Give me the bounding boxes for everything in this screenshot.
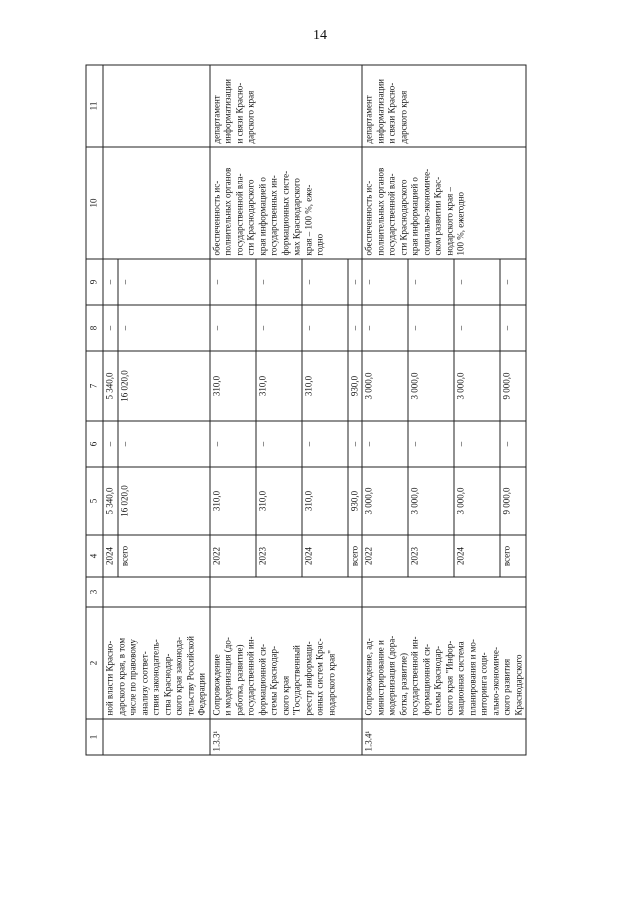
cell-regional: 930,0 (347, 351, 362, 421)
cell-year: всего (117, 535, 209, 577)
cell-total: 930,0 (347, 467, 362, 535)
cell-local: – (209, 305, 255, 351)
col-header-5: 5 (86, 467, 103, 535)
cell-regional: 3 000,0 (408, 351, 454, 421)
col-header-9: 9 (86, 259, 103, 305)
cell-federal: – (454, 421, 500, 467)
cell-year: всего (500, 535, 526, 577)
table-row (362, 65, 408, 755)
cell-local: – (500, 305, 526, 351)
cell-activity: Сопровождение, ад- министрирование и модернизация (дора- ботка, развитие) государственной ин- формационной си- стемы Краснодар- ского края "Инфор- мационная система планирования и мо- ниторинга соци- ально-экономиче- ского развития Краснодарского (362, 607, 526, 719)
program-table (85, 64, 526, 755)
cell-local: – (362, 305, 408, 351)
cell-year: 2024 (103, 535, 118, 577)
cell-total: 5 340,0 (103, 467, 118, 535)
cell-total: 3 000,0 (454, 467, 500, 535)
cell-federal: – (408, 421, 454, 467)
cell-year: 2024 (454, 535, 500, 577)
cell-extra: – (362, 259, 408, 305)
header-row (86, 65, 103, 755)
cell-local: – (301, 305, 347, 351)
table-stage (85, 65, 570, 755)
col-header-3: 3 (86, 577, 103, 607)
cell-regional: 310,0 (301, 351, 347, 421)
cell-extra: – (408, 259, 454, 305)
cell-extra: – (209, 259, 255, 305)
cell-year: 2024 (301, 535, 347, 577)
cell-regional: 3 000,0 (362, 351, 408, 421)
cell-total: 9 000,0 (500, 467, 526, 535)
cell-total: 310,0 (209, 467, 255, 535)
cell-extra: – (301, 259, 347, 305)
cell-responsible (103, 65, 210, 147)
cell-regional: 3 000,0 (454, 351, 500, 421)
cell-year: всего (347, 535, 362, 577)
table-row (209, 65, 255, 755)
col-header-11: 11 (86, 65, 103, 147)
cell-total: 16 020,0 (117, 467, 209, 535)
cell-regional: 310,0 (209, 351, 255, 421)
cell-extra: – (454, 259, 500, 305)
col-header-8: 8 (86, 305, 103, 351)
cell-result (103, 147, 210, 259)
cell-number: 1.3.4¹ (362, 719, 526, 755)
cell-regional: 9 000,0 (500, 351, 526, 421)
cell-federal: – (117, 421, 209, 467)
cell-local: – (454, 305, 500, 351)
col-header-4: 4 (86, 535, 103, 577)
cell-responsible: департамент информатизации и связи Красно- дарского края (209, 65, 362, 147)
cell-responsible: департамент информатизации и связи Красно- дарского края (362, 65, 526, 147)
cell-result: обеспеченность ис- полнительных органов государственной вла- сти Краснодарского края информацией о социально-экономиче- ском развитии Крас- нодарского края – 100 %, ежегодно (362, 147, 526, 259)
cell-activity: ной власти Красно- дарского края, в том числе по правовому анализу соответ- ствия законодатель- ства Краснодар- ского края законода- тельству Российской Федерации (103, 607, 210, 719)
page-number: 14 (313, 28, 327, 43)
cell-federal: – (362, 421, 408, 467)
cell-federal: – (301, 421, 347, 467)
col-header-7: 7 (86, 351, 103, 421)
cell-col3 (362, 577, 526, 607)
cell-federal: – (255, 421, 301, 467)
rotated-table-wrapper (85, 65, 570, 755)
cell-local: – (103, 305, 118, 351)
cell-federal: – (103, 421, 118, 467)
cell-extra: – (500, 259, 526, 305)
cell-regional: 310,0 (255, 351, 301, 421)
cell-extra: – (117, 259, 209, 305)
cell-extra: – (255, 259, 301, 305)
cell-total: 310,0 (301, 467, 347, 535)
cell-result: обеспеченность ис- полнительных органов государственной вла- сти Краснодарского края информацией о государственных ин- формационных систе- мах Краснодарского края – 100 %, еже- годно (209, 147, 362, 259)
cell-local: – (347, 305, 362, 351)
cell-year: 2022 (209, 535, 255, 577)
col-header-6: 6 (86, 421, 103, 467)
cell-year: 2023 (408, 535, 454, 577)
cell-regional: 16 020,0 (117, 351, 209, 421)
cell-federal: – (209, 421, 255, 467)
col-header-10: 10 (86, 147, 103, 259)
table-row (103, 65, 118, 755)
cell-local: – (255, 305, 301, 351)
cell-extra: – (347, 259, 362, 305)
cell-total: 310,0 (255, 467, 301, 535)
cell-federal: – (347, 421, 362, 467)
cell-number (103, 719, 210, 755)
cell-year: 2022 (362, 535, 408, 577)
col-header-1: 1 (86, 719, 103, 755)
cell-number: 1.3.3¹ (209, 719, 362, 755)
col-header-2: 2 (86, 607, 103, 719)
cell-total: 3 000,0 (362, 467, 408, 535)
cell-total: 3 000,0 (408, 467, 454, 535)
cell-col3 (103, 577, 210, 607)
cell-local: – (117, 305, 209, 351)
cell-activity: Сопровождение и модернизация (до- работка, развитие) государственной ин- формационной си- стемы Краснодар- ского края "Государственный реестр информаци- онных систем Крас- нодарского края" (209, 607, 362, 719)
cell-year: 2023 (255, 535, 301, 577)
cell-regional: 5 340,0 (103, 351, 118, 421)
cell-extra: – (103, 259, 118, 305)
cell-federal: – (500, 421, 526, 467)
cell-local: – (408, 305, 454, 351)
cell-col3 (209, 577, 362, 607)
